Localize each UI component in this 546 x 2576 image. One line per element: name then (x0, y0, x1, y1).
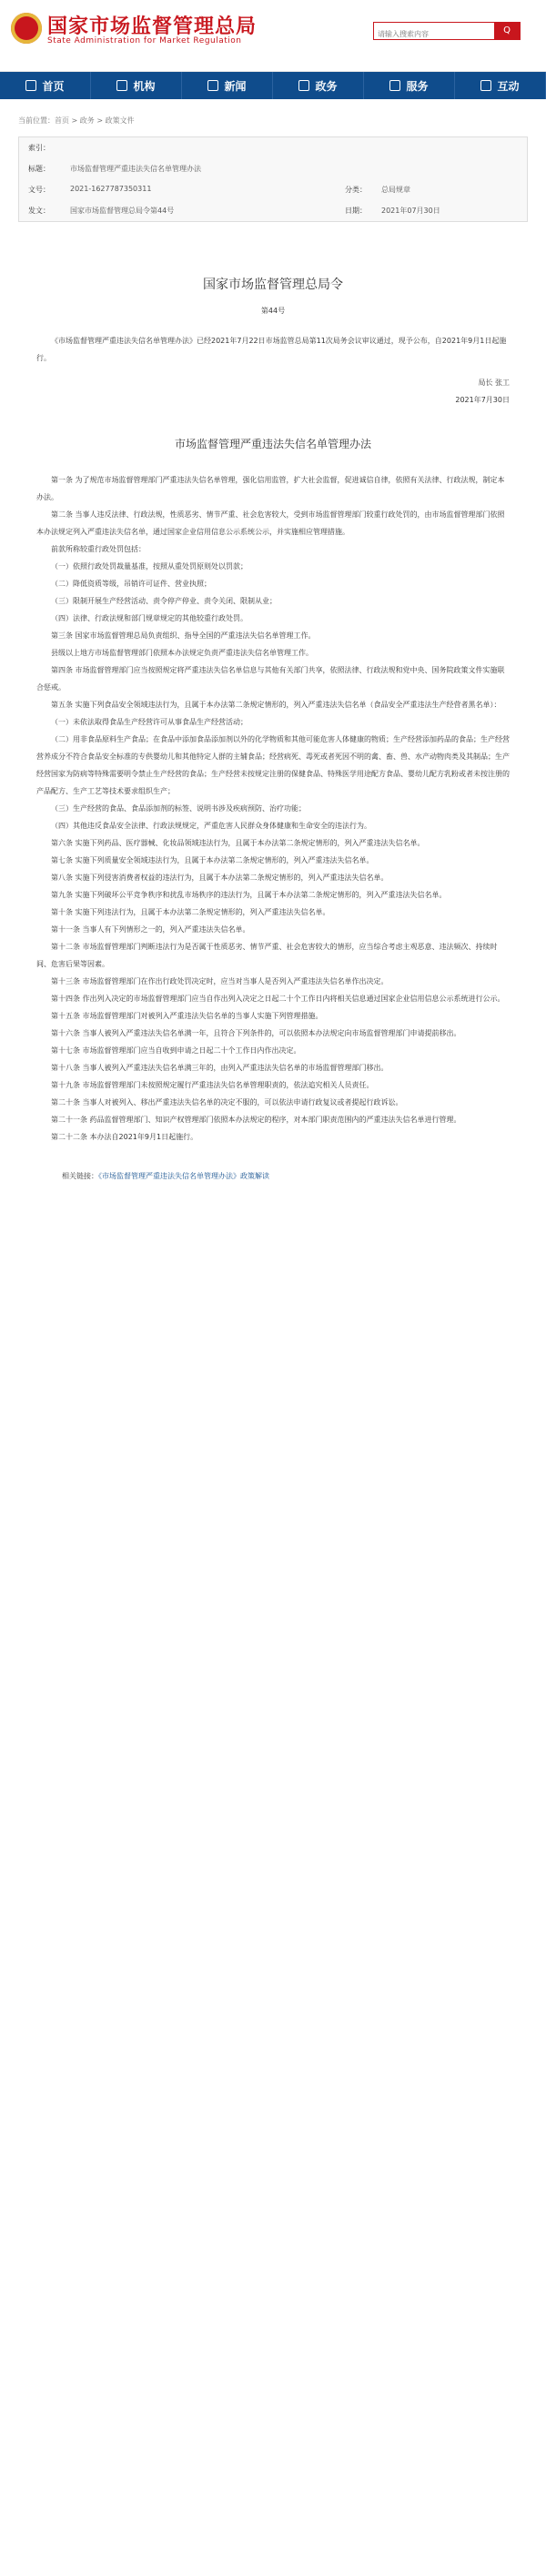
rules-paragraph: （三）生产经营的食品、食品添加剂的标签、说明书涉及疾病预防、治疗功能； (51, 804, 306, 813)
decree-date: 2021年7月30日 (455, 396, 510, 404)
decree-signer: 局长 张工 (478, 379, 510, 387)
rules-paragraph: 第十七条 市场监督管理部门应当自收到申请之日起二十个工作日内作出决定。 (51, 1046, 301, 1055)
rules-paragraph: 第六条 实施下列药品、医疗器械、化妆品领域违法行为，且属于本办法第二条规定情形的，列入严重违法失信名单。 (51, 839, 425, 847)
nav-item-home[interactable]: 首页 (0, 72, 91, 99)
site-logo-en: State Administration for Market Regulation (47, 36, 242, 45)
rules-paragraph: 第二十二条 本办法自2021年9月1日起施行。 (51, 1133, 198, 1141)
rules-paragraph: 第一条 为了规范市场监督管理部门严重违法失信名单管理，强化信用监管，扩大社会监督，促进诚信自律，依照有关法律、行政法规，制定本办法。 (36, 476, 505, 501)
search-input[interactable] (374, 27, 490, 42)
news-icon (207, 80, 218, 91)
rules-paragraph: 第十六条 当事人被列入严重违法失信名单满一年，且符合下列条件的，可以依照本办法规定向市场监督管理部门申请提前移出。 (51, 1029, 461, 1037)
rules-title: 市场监督管理严重违法失信名单管理办法 (174, 438, 371, 450)
org-icon (116, 80, 127, 91)
search-button[interactable]: Q (494, 23, 520, 39)
info-value: 2021-1627787350311 (70, 185, 152, 193)
service-icon (389, 80, 400, 91)
nav-item-gov[interactable]: 政务 (273, 72, 364, 99)
rules-paragraph: 第十三条 市场监督管理部门在作出行政处罚决定时，应当对当事人是否列入严重违法失信名单作出决定。 (51, 977, 389, 985)
rules-paragraph: 第四条 市场监督管理部门应当按照规定将严重违法失信名单信息与其他有关部门共享，依照法律、行政法规和党中央、国务院政策文件实施联合惩戒。 (36, 666, 505, 692)
rules-paragraph: （二）用非食品原料生产食品；在食品中添加食品添加剂以外的化学物质和其他可能危害人体健康的物质；生产经营添加药品的食品；生产经营营养成分不符合食品安全标准的专供婴幼儿和其他特定人群的主辅食品；经营病死、毒死或者死因不明的禽、畜、兽、水产动物肉类及其制品；生产经营国家为防病等特殊需要明令禁止生产经营的食品；生产经营未按规定注册的保健食品、特殊医学用途配方食品、婴幼儿配方乳粉或者未按注册的产品配方、生产工艺等技术要求组织生产； (36, 735, 510, 795)
info-label: 文号： (28, 186, 50, 194)
doc-info-table (18, 136, 528, 222)
info-value: 总局规章 (381, 186, 410, 194)
info-label: 日期： (345, 207, 367, 215)
related-link[interactable]: 《市场监督管理严重违法失信名单管理办法》政策解读 (98, 1172, 269, 1180)
decree-title: 国家市场监督管理总局令 (203, 278, 343, 292)
rules-paragraph: 第十条 实施下列违法行为，且属于本办法第二条规定情形的，列入严重违法失信名单。 (51, 908, 330, 916)
home-icon (25, 80, 36, 91)
breadcrumb[interactable]: 当前位置：首页 > 政务 > 政策文件 (18, 116, 135, 125)
rules-paragraph: （三）限制开展生产经营活动、责令停产停业、责令关闭、限制从业； (51, 597, 277, 605)
rules-paragraph: 第二条 当事人违反法律、行政法规，性质恶劣、情节严重、社会危害较大，受到市场监督管理部门较重行政处罚的，由市场监督管理部门依照本办法规定列入严重违法失信名单，通过国家企业信用信息公示系统公示，并实施相应管理措施。 (36, 510, 505, 536)
info-value: 国家市场监督管理总局令第44号 (70, 207, 175, 215)
rules-paragraph: （四）其他违反食品安全法律、行政法规规定，严重危害人民群众身体健康和生命安全的违法行为。 (51, 822, 371, 830)
rules-paragraph: 第九条 实施下列破坏公平竞争秩序和扰乱市场秩序的违法行为，且属于本办法第二条规定情形的，列入严重违法失信名单。 (51, 891, 447, 899)
site-logo-cn[interactable]: 国家市场监督管理总局 (47, 15, 258, 38)
decree-number: 第44号 (260, 307, 286, 315)
nav-item-interact[interactable]: 互动 (455, 72, 546, 99)
rules-paragraph: 第二十条 当事人对被列入、移出严重违法失信名单的决定不服的，可以依法申请行政复议或者提起行政诉讼。 (51, 1098, 403, 1106)
info-value: 2021年07月30日 (381, 207, 440, 215)
rules-paragraphs (36, 471, 510, 1146)
info-label: 索引： (28, 144, 50, 152)
nav-item-news[interactable]: 新闻 (182, 72, 273, 99)
site-header (0, 0, 546, 72)
related-label: 相关链接： (62, 1172, 98, 1180)
rules-paragraph: 第十一条 当事人有下列情形之一的，列入严重违法失信名单。 (51, 925, 250, 934)
info-label: 分类： (345, 186, 367, 194)
rules-paragraph: 第二十一条 药品监督管理部门、知识产权管理部门依照本办法规定的程序，对本部门职责范围内的严重违法失信名单进行管理。 (51, 1116, 461, 1124)
rules-paragraph: 前款所称较重行政处罚包括： (51, 545, 146, 553)
rules-paragraph: 第十五条 市场监督管理部门对被列入严重违法失信名单的当事人实施下列管理措施。 (51, 1012, 323, 1020)
rules-paragraph: 第十四条 作出列入决定的市场监督管理部门应当自作出列入决定之日起二十个工作日内将相关信息通过国家企业信用信息公示系统进行公示。 (51, 995, 505, 1003)
rules-paragraph: （一）未依法取得食品生产经营许可从事食品生产经营活动； (51, 718, 248, 726)
rules-paragraph: 第七条 实施下列质量安全领域违法行为，且属于本办法第二条规定情形的，列入严重违法失信名单。 (51, 856, 374, 864)
rules-paragraph: 第十八条 当事人被列入严重违法失信名单满三年的，由列入严重违法失信名单的市场监督管理部门移出。 (51, 1064, 389, 1072)
rules-paragraph: （一）依照行政处罚裁量基准，按照从重处罚原则处以罚款； (51, 562, 248, 571)
nav-item-org[interactable]: 机构 (91, 72, 182, 99)
related-links (0, 1167, 546, 1185)
document-body (0, 275, 546, 1146)
decree-body: 《市场监督管理严重违法失信名单管理办法》已经2021年7月22日市场监管总局第11次局务会议审议通过，现予公布，自2021年9月1日起施行。 (36, 337, 507, 362)
interact-icon (480, 80, 491, 91)
national-emblem-icon (11, 13, 42, 44)
search-box (373, 22, 521, 40)
main-nav (0, 72, 546, 99)
rules-paragraph: 第五条 实施下列食品安全领域违法行为，且属于本办法第二条规定情形的，列入严重违法失信名单（食品安全严重违法生产经营者黑名单）： (51, 701, 501, 709)
rules-paragraph: 第十二条 市场监督管理部门判断违法行为是否属于性质恶劣、情节严重、社会危害较大的情形，应当综合考虑主观恶意、违法频次、持续时间、危害后果等因素。 (36, 943, 498, 968)
rules-paragraph: （四）法律、行政法规和部门规章规定的其他较重行政处罚。 (51, 614, 248, 622)
info-label: 标题： (28, 165, 50, 173)
rules-paragraph: 县级以上地方市场监督管理部门依照本办法规定负责严重违法失信名单管理工作。 (51, 649, 313, 657)
rules-paragraph: 第十九条 市场监督管理部门未按照规定履行严重违法失信名单管理职责的，依法追究相关人员责任。 (51, 1081, 374, 1089)
rules-paragraph: 第八条 实施下列侵害消费者权益的违法行为，且属于本办法第二条规定情形的，列入严重违法失信名单。 (51, 874, 389, 882)
rules-paragraph: 第三条 国家市场监督管理总局负责组织、指导全国的严重违法失信名单管理工作。 (51, 631, 316, 640)
info-label: 发文： (28, 207, 50, 215)
gov-icon (298, 80, 309, 91)
info-value: 市场监督管理严重违法失信名单管理办法 (70, 165, 201, 173)
info-value (70, 143, 518, 153)
rules-paragraph: （二）降低资质等级，吊销许可证件、营业执照； (51, 580, 211, 588)
nav-item-service[interactable]: 服务 (364, 72, 455, 99)
